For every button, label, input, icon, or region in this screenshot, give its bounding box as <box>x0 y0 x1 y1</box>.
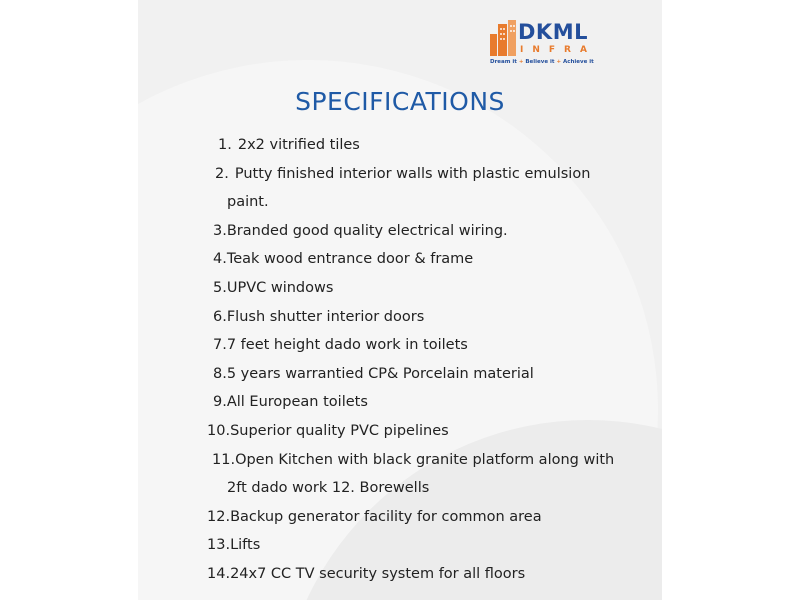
tagline-part: Achieve it <box>562 59 594 65</box>
list-item <box>207 417 647 446</box>
item-number: 3. <box>213 222 227 239</box>
item-number: 10. <box>207 422 231 439</box>
list-item <box>207 388 647 417</box>
tagline-part: Believe it <box>525 59 555 65</box>
list-item <box>207 360 647 389</box>
item-text: All European toilets <box>226 394 368 411</box>
list-item-continuation: 2ft dado work 12. Borewells <box>227 480 430 497</box>
item-text: 24x7 CC TV security system for all floors <box>230 565 526 582</box>
tagline-part: Dream it <box>490 59 517 65</box>
building-logo-icon <box>490 20 516 56</box>
item-text: Open Kitchen with black granite platform along with <box>235 451 615 468</box>
item-number: 12. <box>207 508 231 525</box>
item-text: Lifts <box>230 537 261 554</box>
logo-tagline <box>490 58 612 66</box>
item-number: 7. <box>213 337 227 354</box>
item-text: Backup generator facility for common area <box>230 508 542 525</box>
item-number: 8. <box>213 365 227 382</box>
item-text: Flush shutter interior doors <box>226 308 425 325</box>
item-number: 2. <box>215 165 229 182</box>
list-item-continuation: paint. <box>227 194 269 211</box>
item-text: Branded good quality electrical wiring. <box>226 222 508 239</box>
item-text: 5 years warrantied CP& Porcelain material <box>226 365 534 382</box>
item-text: 2x2 vitrified tiles <box>237 137 360 153</box>
item-number: 11. <box>212 451 236 468</box>
item-number: 13. <box>207 537 231 554</box>
item-text: Putty finished interior walls with plastic emulsion <box>234 165 591 182</box>
item-number: 6. <box>213 308 227 325</box>
list-item <box>207 245 647 274</box>
list-item <box>207 331 647 360</box>
item-text: Teak wood entrance door & frame <box>226 251 474 268</box>
list-item <box>207 274 647 303</box>
logo-sub: INFRA <box>520 45 596 55</box>
item-number: 1. <box>218 137 232 153</box>
item-number: 4. <box>213 251 227 268</box>
logo-brand: DKML <box>518 20 588 44</box>
list-item <box>207 531 647 560</box>
tagline-separator: + <box>518 59 524 65</box>
item-number: 9. <box>213 394 227 411</box>
list-item <box>207 160 647 189</box>
list-item <box>207 303 647 332</box>
page-title: SPECIFICATIONS <box>295 87 505 116</box>
item-number: 14. <box>207 565 231 582</box>
list-item <box>207 446 647 475</box>
tagline-separator: + <box>556 59 562 65</box>
list-item <box>207 560 647 589</box>
dkml-infra-logo <box>490 20 612 70</box>
item-number: 5. <box>213 279 227 296</box>
item-text: UPVC windows <box>226 279 334 296</box>
specifications-list <box>207 131 647 589</box>
list-item <box>207 217 647 246</box>
list-item <box>207 131 647 160</box>
item-text: Superior quality PVC pipelines <box>230 422 449 439</box>
list-item <box>207 503 647 532</box>
item-text: 7 feet height dado work in toilets <box>226 337 468 354</box>
